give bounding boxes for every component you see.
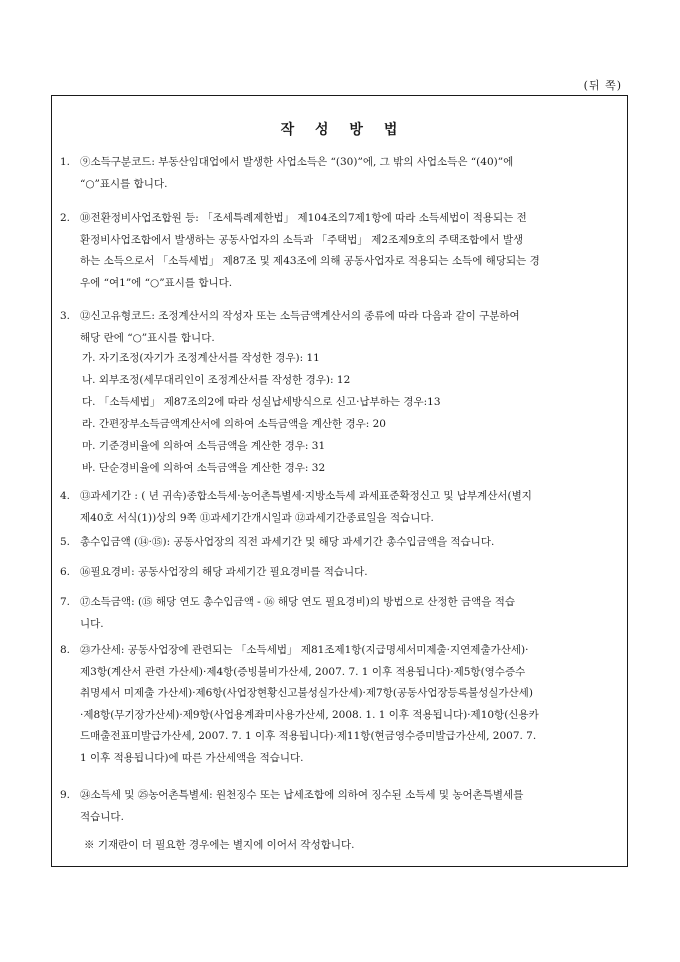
report-type-da: 다. 「소득세법」 제87조의2에 따라 성실납세방식으로 신고·납부하는 경우:13 <box>82 396 441 408</box>
item-number: 9. <box>60 789 71 801</box>
item-text: ⑰소득금액: (⑮ 해당 연도 총수입금액 - ⑯ 해당 연도 필요경비)의 방법으로 산정한 금액을 적습 니다. <box>80 596 516 630</box>
item-text: ⑫신고유형코드: 조정계산서의 작성자 또는 소득금액계산서의 종류에 따라 다음과 같이 구분하여 해당 란에 “○”표시를 합니다. <box>80 310 520 344</box>
item-number: 8. <box>60 644 71 656</box>
report-type-ba: 바. 단순경비율에 의하여 소득금액을 계산한 경우: 32 <box>82 462 326 474</box>
item-number: 7. <box>60 596 71 608</box>
item-number: 4. <box>60 490 71 502</box>
item-number: 5. <box>60 536 71 548</box>
item-text: ⑩전환정비사업조합원 등: 「조세특례제한법」 제104조의7제1항에 따라 소득세법이 적용되는 전 환정비사업조합에서 발생하는 공동사업자의 소득과 「주택법」 제2조제9호의 주택조합에서 발생 하는 소득으로서 「소득세법」 제87조 및 제43조에 의해 공동사업자로 적용되는 소득에 해당되는 경 우에 “여1”에 “○”표시를 합니다. <box>80 212 540 289</box>
report-type-ra: 라. 간편장부소득금액계산서에 의하여 소득금액을 계산한 경우: 20 <box>82 418 386 430</box>
item-number: 2. <box>60 212 71 224</box>
item-text: ⑯필요경비: 공동사업장의 해당 과세기간 필요경비를 적습니다. <box>80 566 368 578</box>
item-number: 3. <box>60 310 71 322</box>
item-number: 1. <box>60 156 71 168</box>
page-side-label: (뒤 쪽) <box>583 79 622 92</box>
instructions-frame <box>51 95 628 867</box>
item-text: ㉓가산세: 공동사업장에 관련되는 「소득세법」 제81조제1항(지급명세서미제출·지연제출가산세)· 제3항(계산서 관련 가산세)·제4항(증빙불비가산세, 2007. 7. 1 이후 적용됩니다)·제5항(영수증수 취명세서 미제출 가산세)·제6항(사업장현황신고불성실가산세)·제7항(공동사업장등록불성실가산세) ·제8항(무기장가산세)·제9항(사업용계좌미사용가산세, 2008. 1. 1 이후 적용됩니다)·제10항(신용카 드매출전표미발급가산세, 2007. 7. 1 이후 적용됩니다)·제11항(현금영수증미발급가산세, 2007. 7. 1 이후 적용됩니다)에 따른 가산세액을 적습니다. <box>80 644 539 764</box>
report-type-ga: 가. 자기조정(자기가 조정계산서를 작성한 경우): 11 <box>82 352 320 364</box>
report-type-ma: 마. 기준경비율에 의하여 소득금액을 계산한 경우: 31 <box>82 440 326 452</box>
item-text: ⑬과세기간 : ( 년 귀속)종합소득세·농어촌특별세·지방소득세 과세표준확정신고 및 납부계산서(별지 제40호 서식(1))상의 9쪽 ⑪과세기간개시일과 ⑫과세기간종료일을 적습니다. <box>80 490 532 524</box>
item-text: ㉔소득세 및 ㉕농어촌특별세: 원천징수 또는 납세조합에 의하여 징수된 소득세 및 농어촌특별세를 적습니다. <box>80 789 524 823</box>
page-title: 작 성 방 법 <box>280 122 399 138</box>
item-text: ⑨소득구분코드: 부동산임대업에서 발생한 사업소득은 “(30)”에, 그 밖의 사업소득은 “(40)”에 “○”표시를 합니다. <box>80 156 514 190</box>
footer-note: ※ 기재란이 더 필요한 경우에는 별지에 이어서 작성합니다. <box>84 839 355 851</box>
item-text: 총수입금액 (⑭·⑮): 공동사업장의 직전 과세기간 및 해당 과세기간 총수입금액을 적습니다. <box>80 536 495 548</box>
report-type-na: 나. 외부조정(세무대리인이 조정계산서를 작성한 경우): 12 <box>82 374 351 386</box>
item-number: 6. <box>60 566 71 578</box>
